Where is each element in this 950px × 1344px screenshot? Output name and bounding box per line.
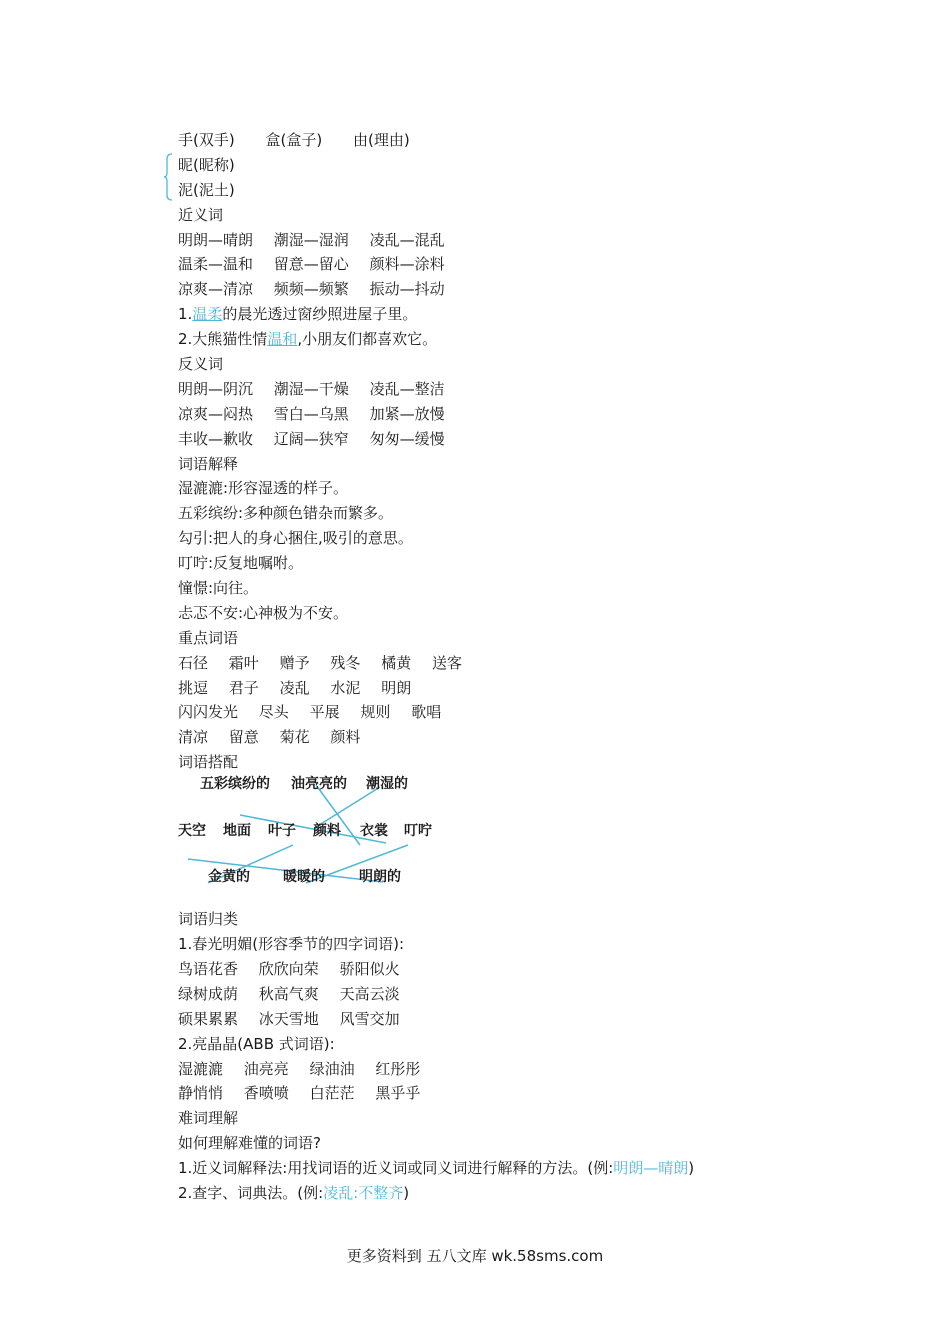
word-item: 静悄悄 xyxy=(178,1084,224,1103)
curly-brace-icon xyxy=(164,153,174,201)
word-row xyxy=(178,427,878,452)
word-item: 残冬 xyxy=(330,653,361,672)
match-middle-word: 叶子 xyxy=(268,823,296,840)
match-middle-word: 地面 xyxy=(223,823,251,840)
method-example: 明朗—晴朗 xyxy=(613,1159,689,1178)
method-example: 凌乱:不整齐 xyxy=(323,1183,404,1202)
word-item: 送客 xyxy=(431,653,462,672)
word-item: 红彤彤 xyxy=(375,1059,421,1078)
word-item: 平展 xyxy=(309,703,340,722)
method-text: 2.查字、词典法。(例: xyxy=(178,1183,324,1202)
explanation-item: 憧憬:向往。 xyxy=(178,579,259,598)
word-row xyxy=(178,277,878,302)
question-text: 如何理解难懂的词语? xyxy=(178,1134,321,1153)
explanation-item: 叮咛:反复地嘱咐。 xyxy=(178,554,304,573)
sentence-text: 的晨光透过窗纱照进屋子里。 xyxy=(222,305,418,324)
match-middle-word: 颜料 xyxy=(313,823,341,840)
word-item: 硕果累累 xyxy=(178,1009,239,1028)
match-bottom-word: 金黄的 xyxy=(208,869,250,886)
match-bottom-word: 明朗的 xyxy=(359,869,401,886)
word-item: 橘黄 xyxy=(381,653,412,672)
word-item: 油亮亮 xyxy=(243,1059,289,1078)
document-body xyxy=(178,128,878,1206)
word-item: 手(双手) xyxy=(178,131,235,149)
word-item: 冰天雪地 xyxy=(258,1009,319,1028)
word-pair: 留意—留心 xyxy=(273,255,349,274)
word-item: 香喷喷 xyxy=(243,1084,289,1103)
word-pair: 明朗—晴朗 xyxy=(178,230,254,249)
word-item: 歌唱 xyxy=(411,703,442,722)
word-pair: 凉爽—清凉 xyxy=(178,280,254,299)
word-pair: 颜料—涂料 xyxy=(369,255,445,274)
explanation-item: 湿漉漉:形容湿透的样子。 xyxy=(178,479,349,498)
match-top-word: 五彩缤纷的 xyxy=(200,776,270,793)
word-pair: 丰收—歉收 xyxy=(178,429,254,448)
section-heading: 重点词语 xyxy=(178,628,239,647)
word-pair: 潮湿—湿润 xyxy=(273,230,349,249)
word-pair: 凌乱—混乱 xyxy=(369,230,445,249)
explanation-item: 五彩缤纷:多种颜色错杂而繁多。 xyxy=(178,504,394,523)
section-heading: 词语归类 xyxy=(178,910,239,929)
word-item: 菊花 xyxy=(279,728,310,747)
word-row xyxy=(178,651,878,676)
sentence-text: 2.大熊猫性情 xyxy=(178,330,268,349)
word-item: 绿油油 xyxy=(309,1059,355,1078)
word-item: 赠予 xyxy=(279,653,310,672)
word-item: 欣欣向荣 xyxy=(258,959,319,978)
explanation-item: 忐忑不安:心神极为不安。 xyxy=(178,603,349,622)
match-middle-word: 衣裳 xyxy=(360,823,388,840)
word-item: 湿漉漉 xyxy=(178,1059,224,1078)
sentence-number: 1. xyxy=(178,305,193,324)
word-item: 闪闪发光 xyxy=(178,703,239,722)
group-title: 2.亮晶晶(ABB 式词语): xyxy=(178,1034,335,1053)
section-heading: 难词理解 xyxy=(178,1109,239,1128)
method-close: ) xyxy=(688,1159,695,1178)
word-item: 颜料 xyxy=(330,728,361,747)
word-pair: 凌乱—整洁 xyxy=(369,379,445,398)
word-item: 风雪交加 xyxy=(339,1009,400,1028)
word-pair: 匆匆—缓慢 xyxy=(369,429,445,448)
word-row xyxy=(178,676,878,701)
word-pair: 加紧—放慢 xyxy=(369,404,445,423)
explanation-item: 勾引:把人的身心捆住,吸引的意思。 xyxy=(178,529,413,548)
word-item: 绿树成荫 xyxy=(178,984,239,1003)
word-item: 鸟语花香 xyxy=(178,959,239,978)
word-item: 水泥 xyxy=(330,678,361,697)
word-item: 霜叶 xyxy=(228,653,259,672)
example-sentence xyxy=(178,327,878,352)
word-pair: 振动—抖动 xyxy=(369,280,445,299)
word-pair: 雪白—乌黑 xyxy=(273,404,349,423)
word-row xyxy=(178,725,878,750)
word-row xyxy=(178,957,878,982)
match-middle-word: 天空 xyxy=(178,823,206,840)
word-item: 凌乱 xyxy=(279,678,310,697)
word-item: 昵(昵称) xyxy=(178,155,235,174)
filled-blank: 温柔 xyxy=(192,305,223,324)
match-middle-word: 叮咛 xyxy=(404,823,432,840)
word-item: 骄阳似火 xyxy=(339,959,400,978)
word-pair: 明朗—阴沉 xyxy=(178,379,254,398)
word-item: 留意 xyxy=(228,728,259,747)
section-heading: 反义词 xyxy=(178,355,224,374)
word-item: 挑逗 xyxy=(178,678,209,697)
word-pair: 辽阔—狭窄 xyxy=(273,429,349,448)
word-item: 天高云淡 xyxy=(339,984,400,1003)
match-bottom-word: 暖暖的 xyxy=(283,869,325,886)
method-close: ) xyxy=(403,1183,410,1202)
word-row xyxy=(178,1081,878,1106)
word-row xyxy=(178,402,878,427)
word-item: 泥(泥土) xyxy=(178,180,235,199)
word-item: 白茫茫 xyxy=(309,1084,355,1103)
word-pair: 潮湿—干燥 xyxy=(273,379,349,398)
section-heading: 近义词 xyxy=(178,205,224,224)
group-title: 1.春光明媚(形容季节的四字词语): xyxy=(178,935,405,954)
filled-blank: 温和 xyxy=(267,330,298,349)
word-row xyxy=(178,1007,878,1032)
word-item: 黑乎乎 xyxy=(375,1084,421,1103)
word-row xyxy=(178,128,878,153)
section-heading: 词语解释 xyxy=(178,454,239,473)
word-row xyxy=(178,700,878,725)
match-top-word: 油亮亮的 xyxy=(291,776,347,793)
footer-link-text: 更多资料到 五八文库 wk.58sms.com xyxy=(346,1247,604,1265)
word-item: 秋高气爽 xyxy=(258,984,319,1003)
word-row xyxy=(178,1057,878,1082)
brace-group xyxy=(178,153,878,203)
word-item: 由(理由) xyxy=(353,131,410,149)
word-pair: 频频—频繁 xyxy=(273,280,349,299)
method-text: 1.近义词解释法:用找词语的近义词或同义词进行解释的方法。(例: xyxy=(178,1159,614,1178)
word-item: 盒(盒子) xyxy=(265,131,323,149)
word-item: 石径 xyxy=(178,653,209,672)
method-item xyxy=(178,1181,878,1206)
word-item: 清凉 xyxy=(178,728,209,747)
word-pair: 凉爽—闷热 xyxy=(178,404,254,423)
word-row xyxy=(178,228,878,253)
section-heading: 词语搭配 xyxy=(178,753,239,772)
word-row xyxy=(178,982,878,1007)
method-item xyxy=(178,1156,878,1181)
word-item: 尽头 xyxy=(258,703,289,722)
word-item: 君子 xyxy=(228,678,259,697)
word-pair: 温柔—温和 xyxy=(178,255,254,274)
match-top-word: 潮湿的 xyxy=(366,776,408,793)
sentence-text: ,小朋友们都喜欢它。 xyxy=(297,330,438,349)
word-item: 规则 xyxy=(360,703,391,722)
example-sentence xyxy=(178,302,878,327)
word-item: 明朗 xyxy=(381,678,412,697)
word-row xyxy=(178,252,878,277)
matching-diagram xyxy=(178,775,498,895)
word-row xyxy=(178,377,878,402)
